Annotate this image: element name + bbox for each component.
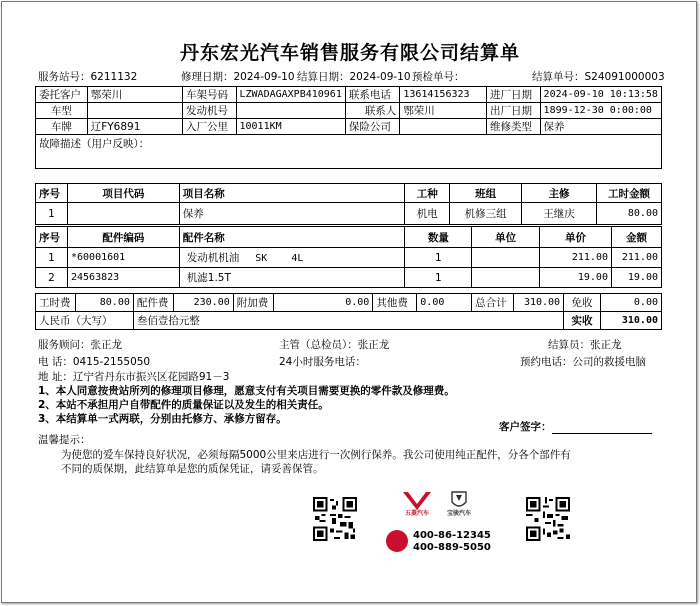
labor-row-no: 1 bbox=[36, 203, 68, 225]
qr-code-right bbox=[526, 497, 570, 541]
parts-row-no: 2 bbox=[36, 268, 68, 288]
contact-value: 鄂荣川 bbox=[400, 103, 487, 119]
baojun-logo bbox=[444, 490, 474, 516]
wuling-logo-label: 五菱汽车 bbox=[404, 510, 429, 517]
labor-header-row bbox=[36, 184, 662, 203]
labor-header-name: 项目名称 bbox=[179, 184, 404, 203]
labor-table bbox=[35, 183, 662, 225]
parts-header-no: 序号 bbox=[36, 227, 68, 248]
parts-row-qty: 1 bbox=[405, 268, 472, 288]
station-no: 服务站号：6211132 bbox=[38, 71, 138, 83]
wuling-logo bbox=[400, 490, 434, 516]
other-fee-label: 其他费 bbox=[373, 294, 417, 312]
parts-header-amount: 金额 bbox=[611, 227, 661, 248]
labor-row-team: 机修三组 bbox=[450, 203, 522, 225]
parts-table bbox=[35, 226, 662, 288]
labor-header-amount: 工时金额 bbox=[597, 184, 662, 203]
cashier: 结算员：张正龙 bbox=[548, 339, 622, 351]
in-date-label: 进厂日期 bbox=[487, 87, 541, 103]
totals-table bbox=[35, 293, 662, 330]
parts-row-name: 发动机机油 bbox=[186, 252, 240, 264]
table-row bbox=[36, 268, 662, 288]
brand-hotlines bbox=[413, 530, 491, 554]
extra-fee-value: 0.00 bbox=[273, 294, 373, 312]
out-date-label: 出厂日期 bbox=[487, 103, 541, 119]
precheck-no: 预检单号： bbox=[412, 71, 465, 83]
insurer-label: 保险公司 bbox=[345, 119, 399, 135]
station-phone: 电 话：0415-2155050 bbox=[38, 356, 151, 368]
sum-value: 310.00 bbox=[514, 294, 564, 312]
parts-row-price: 19.00 bbox=[540, 268, 612, 288]
parts-header-qty: 数量 bbox=[405, 227, 472, 248]
labor-header-no: 序号 bbox=[36, 184, 68, 203]
labor-row-amount: 80.00 bbox=[597, 203, 662, 225]
chief-inspector: 主管（总检员）：张正龙 bbox=[279, 339, 390, 351]
customer-table bbox=[35, 86, 662, 169]
parts-header-unit: 单位 bbox=[472, 227, 540, 248]
mileage-value: 10011KM bbox=[236, 119, 345, 135]
tip-line-1: 为使您的爱车保持良好状况，必须每隔5000公里来店进行一次例行保养。我公司使用纯正配件，分各个部件有 bbox=[61, 449, 571, 461]
tip-line-2: 不同的质保期，此结算单是您的质保凭证，请妥善保管。 bbox=[61, 463, 324, 475]
hotline-1: 400-86-12345 bbox=[413, 530, 491, 541]
engine-label: 发动机号 bbox=[182, 103, 236, 119]
parts-row-unit bbox=[472, 248, 540, 268]
repair-type-label: 维修类型 bbox=[487, 119, 541, 135]
extra-fee-label: 附加费 bbox=[233, 294, 273, 312]
tip-title: 温馨提示： bbox=[38, 434, 91, 446]
sum-label: 总合计 bbox=[472, 294, 514, 312]
model-label: 车型 bbox=[36, 103, 88, 119]
rmb-label: 人民币（大写） bbox=[36, 312, 134, 330]
settle-date: 结算日期：2024-09-10 bbox=[297, 71, 411, 83]
labor-header-kind: 工种 bbox=[405, 184, 450, 203]
labor-fee-label: 工时费 bbox=[36, 294, 76, 312]
parts-row-name: 机滤1.5T bbox=[186, 272, 231, 284]
labor-header-team: 班组 bbox=[450, 184, 522, 203]
plate-label: 车牌 bbox=[36, 119, 88, 135]
parts-fee-label: 配件费 bbox=[133, 294, 173, 312]
parts-row-amount: 19.00 bbox=[611, 268, 661, 288]
fault-description: 故障描述（用户反映）： bbox=[36, 135, 662, 169]
parts-row-amount: 211.00 bbox=[611, 248, 661, 268]
labor-fee-value: 80.00 bbox=[75, 294, 133, 312]
contact-label: 联系人 bbox=[345, 103, 399, 119]
document-title: 丹东宏光汽车销售服务有限公司结算单 bbox=[179, 42, 520, 64]
out-date-value: 1899-12-30 0:00:00 bbox=[540, 103, 661, 119]
client-label: 委托客户 bbox=[36, 87, 88, 103]
repair-date: 修理日期：2024-09-10 bbox=[181, 71, 295, 83]
paid-label: 实收 bbox=[564, 312, 601, 330]
vin-label: 车架号码 bbox=[182, 87, 236, 103]
table-row bbox=[36, 203, 662, 225]
parts-row-code: 24563823 bbox=[67, 268, 179, 288]
parts-header-name: 配件名称 bbox=[179, 227, 405, 248]
parts-row-no: 1 bbox=[36, 248, 68, 268]
booking-phone: 预约电话：公司的救援电脑 bbox=[520, 356, 646, 368]
phone-label: 联系电话 bbox=[345, 87, 399, 103]
labor-header-tech: 主修 bbox=[522, 184, 597, 203]
mileage-label: 入厂公里 bbox=[182, 119, 236, 135]
phone-value: 13614156323 bbox=[400, 87, 487, 103]
term-1: 1、本人同意按贵站所列的修理项目修理，愿意支付有关项目需要更换的零件款及修理费。 bbox=[38, 385, 455, 397]
hotline-2: 400-889-5050 bbox=[413, 542, 491, 553]
other-fee-value: 0.00 bbox=[417, 294, 472, 312]
plate-value: 辽FY6891 bbox=[87, 119, 182, 135]
parts-fee-value: 230.00 bbox=[173, 294, 233, 312]
signature-label: 客户签字： bbox=[499, 421, 552, 433]
parts-row-qty: 1 bbox=[405, 248, 472, 268]
baojun-logo-label: 宝骏汽车 bbox=[446, 510, 471, 517]
labor-header-code: 项目代码 bbox=[67, 184, 179, 203]
parts-row-name-cell bbox=[179, 268, 405, 288]
term-3: 3、本结算单一式两联，分别由托修方、承修方留存。 bbox=[38, 413, 287, 425]
parts-row-code: *60001601 bbox=[67, 248, 179, 268]
client-value: 鄂荣川 bbox=[87, 87, 182, 103]
engine-value bbox=[236, 103, 345, 119]
signature-line bbox=[552, 423, 652, 434]
parts-header-row bbox=[36, 227, 662, 248]
parts-header-code: 配件编码 bbox=[67, 227, 179, 248]
paid-value: 310.00 bbox=[601, 312, 662, 330]
labor-row-code bbox=[67, 203, 179, 225]
term-2: 2、本站不承担用户自带配件的质量保证以及发生的相关责任。 bbox=[38, 399, 329, 411]
free-label: 免收 bbox=[564, 294, 601, 312]
model-value bbox=[87, 103, 182, 119]
station-address: 地 址：辽宁省丹东市振兴区花园路91－3 bbox=[38, 371, 230, 383]
labor-row-name: 保养 bbox=[179, 203, 404, 225]
parts-header-price: 单价 bbox=[540, 227, 612, 248]
repair-type-value: 保养 bbox=[540, 119, 661, 135]
in-date-value: 2024-09-10 10:13:58 bbox=[540, 87, 661, 103]
rmb-value: 叁佰壹拾元整 bbox=[133, 312, 563, 330]
vin-value: LZWADAGAXPB410961 bbox=[236, 87, 345, 103]
table-row bbox=[36, 248, 662, 268]
parts-row-unit bbox=[472, 268, 540, 288]
parts-row-price: 211.00 bbox=[540, 248, 612, 268]
labor-row-kind: 机电 bbox=[405, 203, 450, 225]
service-advisor: 服务顾问：张正龙 bbox=[38, 339, 122, 351]
settle-no: 结算单号：S24091000003 bbox=[532, 71, 665, 83]
labor-row-tech: 王继庆 bbox=[522, 203, 597, 225]
parts-row-spec: SK 4L bbox=[255, 253, 304, 264]
customer-signature bbox=[499, 419, 652, 434]
parts-row-spec bbox=[231, 273, 247, 284]
service-24h-badge-icon bbox=[386, 530, 408, 552]
parts-row-name-cell bbox=[179, 248, 405, 268]
qr-code-left bbox=[313, 497, 357, 541]
free-value: 0.00 bbox=[601, 294, 662, 312]
insurer-value bbox=[400, 119, 487, 135]
hotline: 24小时服务电话： bbox=[279, 356, 366, 368]
